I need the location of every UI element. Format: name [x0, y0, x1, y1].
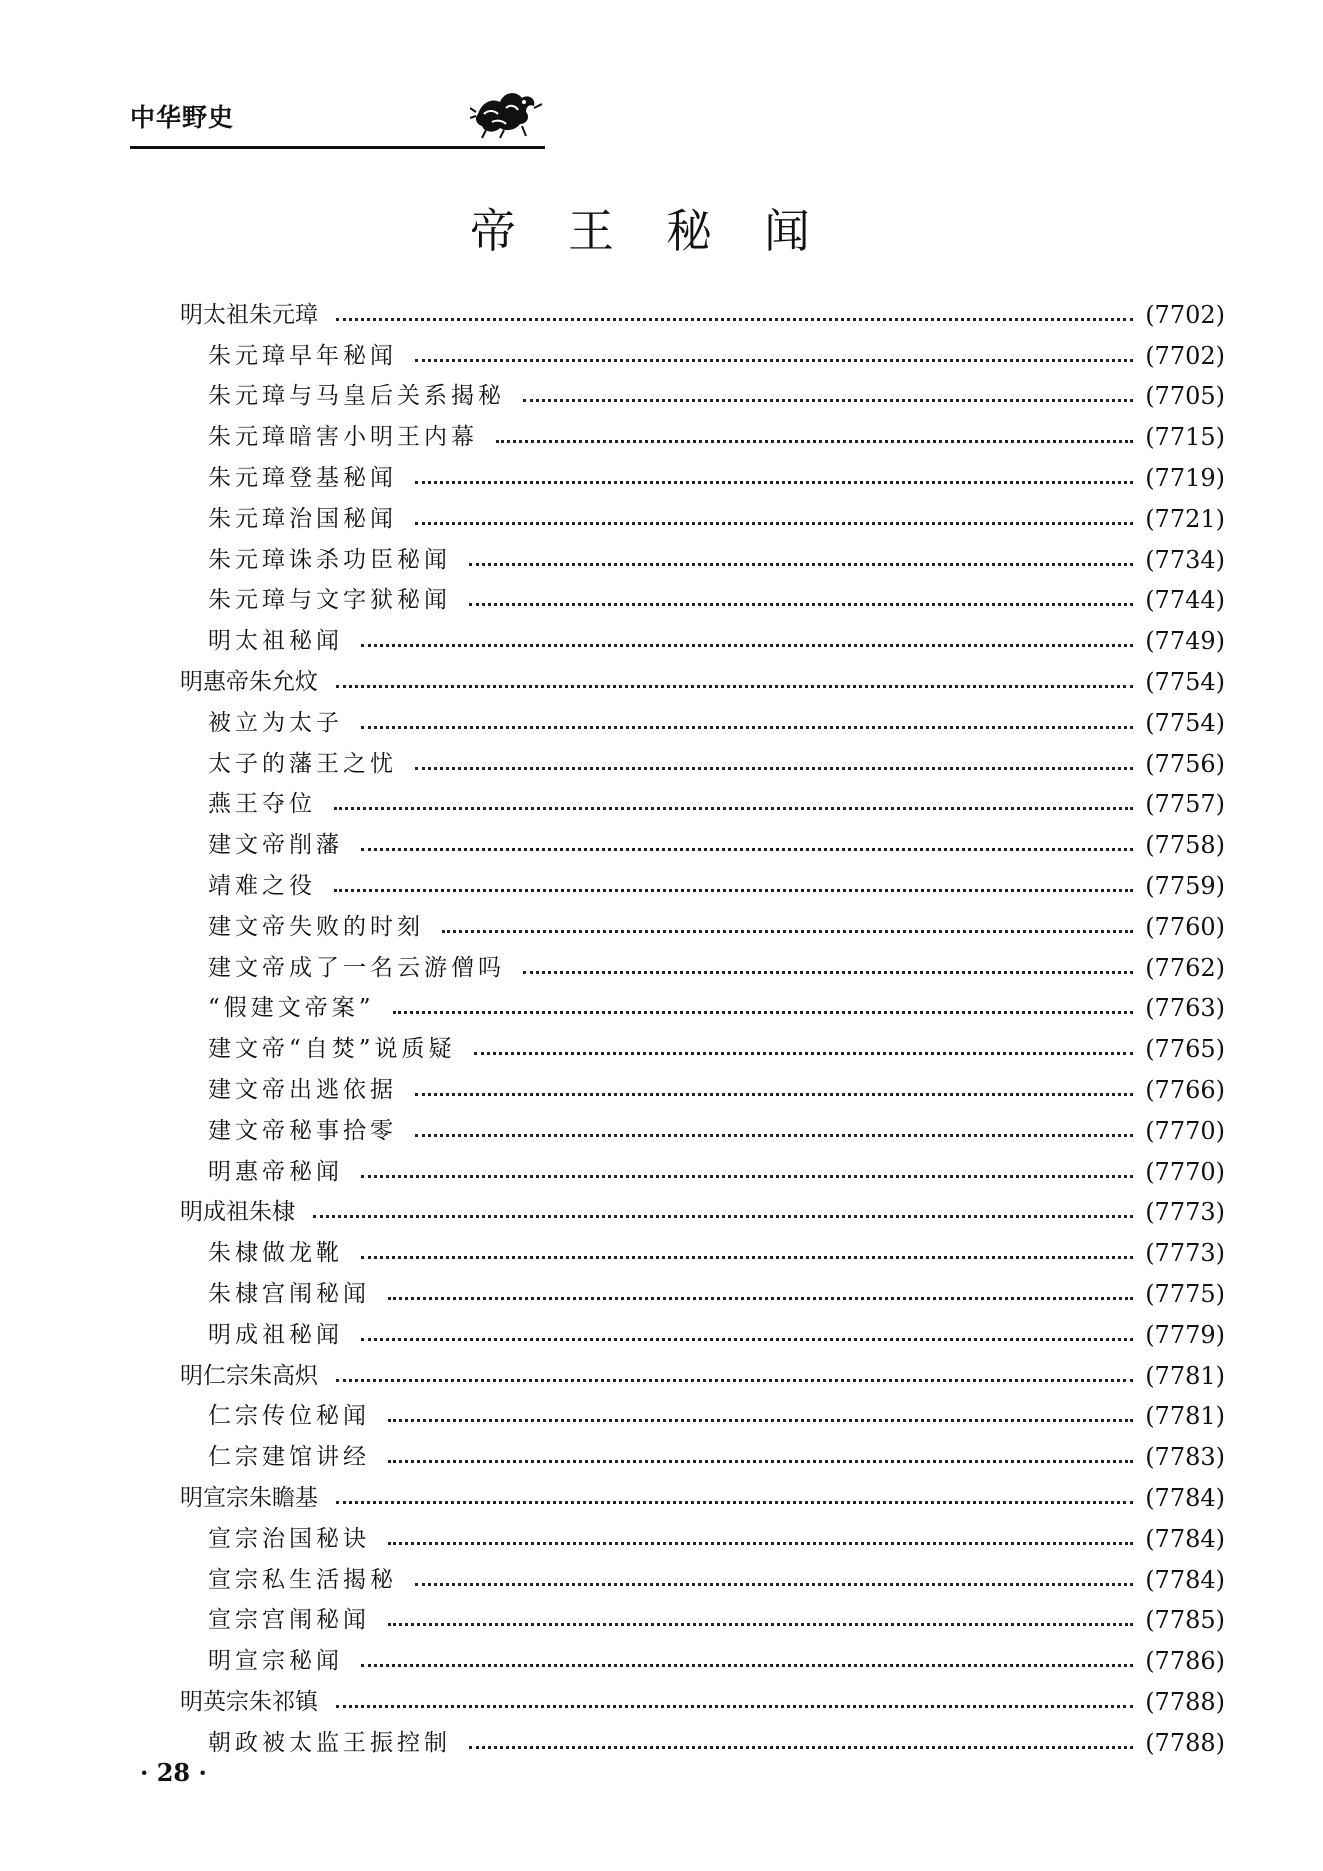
dot-leader: [415, 359, 1133, 362]
entry-title: 宣宗治国秘诀: [208, 1525, 370, 1552]
entry-page-number: (7734): [1145, 545, 1225, 574]
entry-page-number: (7773): [1145, 1239, 1225, 1268]
entry-title: 太子的藩王之忧: [208, 750, 397, 777]
dot-leader: [388, 1297, 1133, 1300]
dot-leader: [336, 318, 1133, 321]
toc-section-entry: [180, 859, 1225, 900]
entry-page-number: (7788): [1145, 1728, 1225, 1757]
entry-title: 建文帝秘事拾零: [208, 1117, 397, 1144]
dot-leader: [415, 481, 1133, 484]
dot-leader: [393, 1011, 1134, 1014]
entry-title: 明成祖朱棣: [180, 1199, 295, 1226]
entry-title: 宣宗私生活揭秘: [208, 1566, 397, 1593]
running-header: [130, 92, 545, 149]
dot-leader: [415, 1093, 1133, 1096]
entry-title: 朱元璋暗害小明王内幕: [208, 424, 478, 451]
entry-title: 朝政被太监王振控制: [208, 1729, 451, 1756]
toc-section-entry: [180, 1512, 1225, 1553]
dot-leader: [361, 1175, 1133, 1178]
toc-section-entry: [180, 410, 1225, 451]
entry-page-number: (7756): [1145, 749, 1225, 778]
dot-leader: [361, 726, 1133, 729]
dot-leader: [388, 1623, 1133, 1626]
entry-title: 朱元璋登基秘闻: [208, 464, 397, 491]
entry-title: 朱棣宫闱秘闻: [208, 1280, 370, 1307]
toc-section-entry: [180, 696, 1225, 737]
entry-page-number: (7721): [1145, 504, 1225, 533]
dot-leader: [388, 1419, 1133, 1422]
dot-leader: [313, 1215, 1133, 1218]
entry-page-number: (7759): [1145, 871, 1225, 900]
toc-section-entry: [180, 818, 1225, 859]
dot-leader: [469, 1746, 1133, 1749]
toc-section-entry: [180, 574, 1225, 615]
toc-section-entry: [180, 492, 1225, 533]
dot-leader: [415, 767, 1133, 770]
entry-page-number: (7744): [1145, 586, 1225, 615]
entry-page-number: (7705): [1145, 382, 1225, 411]
entry-page-number: (7754): [1145, 708, 1225, 737]
toc-chapter-entry: [180, 1675, 1225, 1716]
toc-section-entry: [180, 941, 1225, 982]
table-of-contents: [180, 288, 1225, 1757]
entry-page-number: (7763): [1145, 994, 1225, 1023]
toc-section-entry: [180, 1716, 1225, 1757]
entry-page-number: (7781): [1145, 1361, 1225, 1390]
dot-leader: [388, 1460, 1133, 1463]
toc-section-entry: [180, 1634, 1225, 1675]
entry-title: 明太祖朱元璋: [180, 301, 318, 328]
entry-page-number: (7765): [1145, 1035, 1225, 1064]
entry-title: 朱元璋治国秘闻: [208, 505, 397, 532]
series-title: 中华野史: [130, 103, 235, 132]
entry-title: 朱元璋诛杀功臣秘闻: [208, 546, 451, 573]
toc-section-entry: [180, 1594, 1225, 1635]
entry-page-number: (7775): [1145, 1279, 1225, 1308]
entry-title: 明太祖秘闻: [208, 628, 343, 655]
entry-page-number: (7702): [1145, 300, 1225, 329]
toc-section-entry: [180, 1063, 1225, 1104]
toc-section-entry: [180, 1226, 1225, 1267]
toc-section-entry: [180, 1145, 1225, 1186]
entry-page-number: (7773): [1145, 1198, 1225, 1227]
entry-title: 明惠帝秘闻: [208, 1158, 343, 1185]
entry-title: 建文帝“自焚”说质疑: [208, 1036, 456, 1063]
toc-chapter-entry: [180, 1349, 1225, 1390]
toc-section-entry: [180, 533, 1225, 574]
entry-page-number: (7760): [1145, 912, 1225, 941]
entry-page-number: (7783): [1145, 1443, 1225, 1472]
toc-section-entry: [180, 1390, 1225, 1431]
toc-section-entry: [180, 329, 1225, 370]
dot-leader: [469, 603, 1133, 606]
toc-section-entry: [180, 614, 1225, 655]
dot-leader: [336, 1705, 1133, 1708]
entry-page-number: (7788): [1145, 1687, 1225, 1716]
dragon-logo-icon: [470, 84, 542, 140]
entry-page-number: (7715): [1145, 423, 1225, 452]
entry-title: 明惠帝朱允炆: [180, 668, 318, 695]
entry-page-number: (7757): [1145, 790, 1225, 819]
entry-title: 靖难之役: [208, 872, 316, 899]
toc-chapter-entry: [180, 288, 1225, 329]
dot-leader: [361, 848, 1133, 851]
page-number: · 28 ·: [140, 1758, 207, 1787]
entry-page-number: (7754): [1145, 667, 1225, 696]
entry-title: 燕王夺位: [208, 791, 316, 818]
entry-title: 仁宗传位秘闻: [208, 1403, 370, 1430]
toc-section-entry: [180, 370, 1225, 411]
entry-title: 建文帝失败的时刻: [208, 913, 424, 940]
dot-leader: [334, 889, 1133, 892]
dot-leader: [361, 1338, 1133, 1341]
dot-leader: [415, 1134, 1133, 1137]
dot-leader: [523, 971, 1133, 974]
page-title: 帝王秘闻: [470, 204, 862, 258]
entry-page-number: (7749): [1145, 627, 1225, 656]
entry-page-number: (7770): [1145, 1116, 1225, 1145]
entry-page-number: (7762): [1145, 953, 1225, 982]
toc-section-entry: [180, 737, 1225, 778]
toc-chapter-entry: [180, 1471, 1225, 1512]
entry-page-number: (7779): [1145, 1320, 1225, 1349]
entry-title: 明宣宗秘闻: [208, 1648, 343, 1675]
entry-title: 建文帝出逃依据: [208, 1076, 397, 1103]
dot-leader: [361, 1256, 1133, 1259]
entry-title: 建文帝削藩: [208, 832, 343, 859]
entry-page-number: (7784): [1145, 1524, 1225, 1553]
entry-page-number: (7758): [1145, 831, 1225, 860]
entry-title: 朱元璋与文字狱秘闻: [208, 587, 451, 614]
entry-page-number: (7784): [1145, 1483, 1225, 1512]
entry-title: 朱元璋早年秘闻: [208, 342, 397, 369]
entry-title: 建文帝成了一名云游僧吗: [208, 954, 505, 981]
dot-leader: [336, 685, 1133, 688]
dot-leader: [442, 930, 1133, 933]
dot-leader: [336, 1501, 1133, 1504]
entry-page-number: (7786): [1145, 1647, 1225, 1676]
toc-section-entry: [180, 1430, 1225, 1471]
toc-section-entry: [180, 1267, 1225, 1308]
toc-chapter-entry: [180, 655, 1225, 696]
toc-chapter-entry: [180, 1186, 1225, 1227]
entry-title: 被立为太子: [208, 709, 343, 736]
dot-leader: [415, 522, 1133, 525]
entry-page-number: (7702): [1145, 341, 1225, 370]
toc-section-entry: [180, 1104, 1225, 1145]
dot-leader: [361, 644, 1133, 647]
entry-page-number: (7770): [1145, 1157, 1225, 1186]
dot-leader: [388, 1542, 1133, 1545]
entry-page-number: (7781): [1145, 1402, 1225, 1431]
toc-section-entry: [180, 778, 1225, 819]
entry-title: 宣宗宫闱秘闻: [208, 1607, 370, 1634]
entry-title: 明英宗朱祁镇: [180, 1688, 318, 1715]
entry-page-number: (7784): [1145, 1565, 1225, 1594]
toc-section-entry: [180, 1022, 1225, 1063]
entry-title: 明仁宗朱高炽: [180, 1362, 318, 1389]
dot-leader: [415, 1583, 1133, 1586]
entry-title: 明宣宗朱瞻基: [180, 1484, 318, 1511]
entry-page-number: (7785): [1145, 1606, 1225, 1635]
entry-title: 仁宗建馆讲经: [208, 1444, 370, 1471]
toc-section-entry: [180, 451, 1225, 492]
dot-leader: [523, 399, 1133, 402]
toc-section-entry: [180, 1553, 1225, 1594]
entry-title: 朱元璋与马皇后关系揭秘: [208, 383, 505, 410]
entry-title: 明成祖秘闻: [208, 1321, 343, 1348]
dot-leader: [334, 807, 1133, 810]
entry-title: 朱棣做龙靴: [208, 1240, 343, 1267]
dot-leader: [469, 563, 1133, 566]
dot-leader: [474, 1052, 1134, 1055]
toc-section-entry: [180, 982, 1225, 1023]
toc-section-entry: [180, 1308, 1225, 1349]
entry-page-number: (7719): [1145, 463, 1225, 492]
dot-leader: [336, 1379, 1133, 1382]
dot-leader: [496, 440, 1133, 443]
toc-section-entry: [180, 900, 1225, 941]
dot-leader: [361, 1664, 1133, 1667]
entry-title: “假建文帝案”: [208, 995, 375, 1022]
entry-page-number: (7766): [1145, 1075, 1225, 1104]
